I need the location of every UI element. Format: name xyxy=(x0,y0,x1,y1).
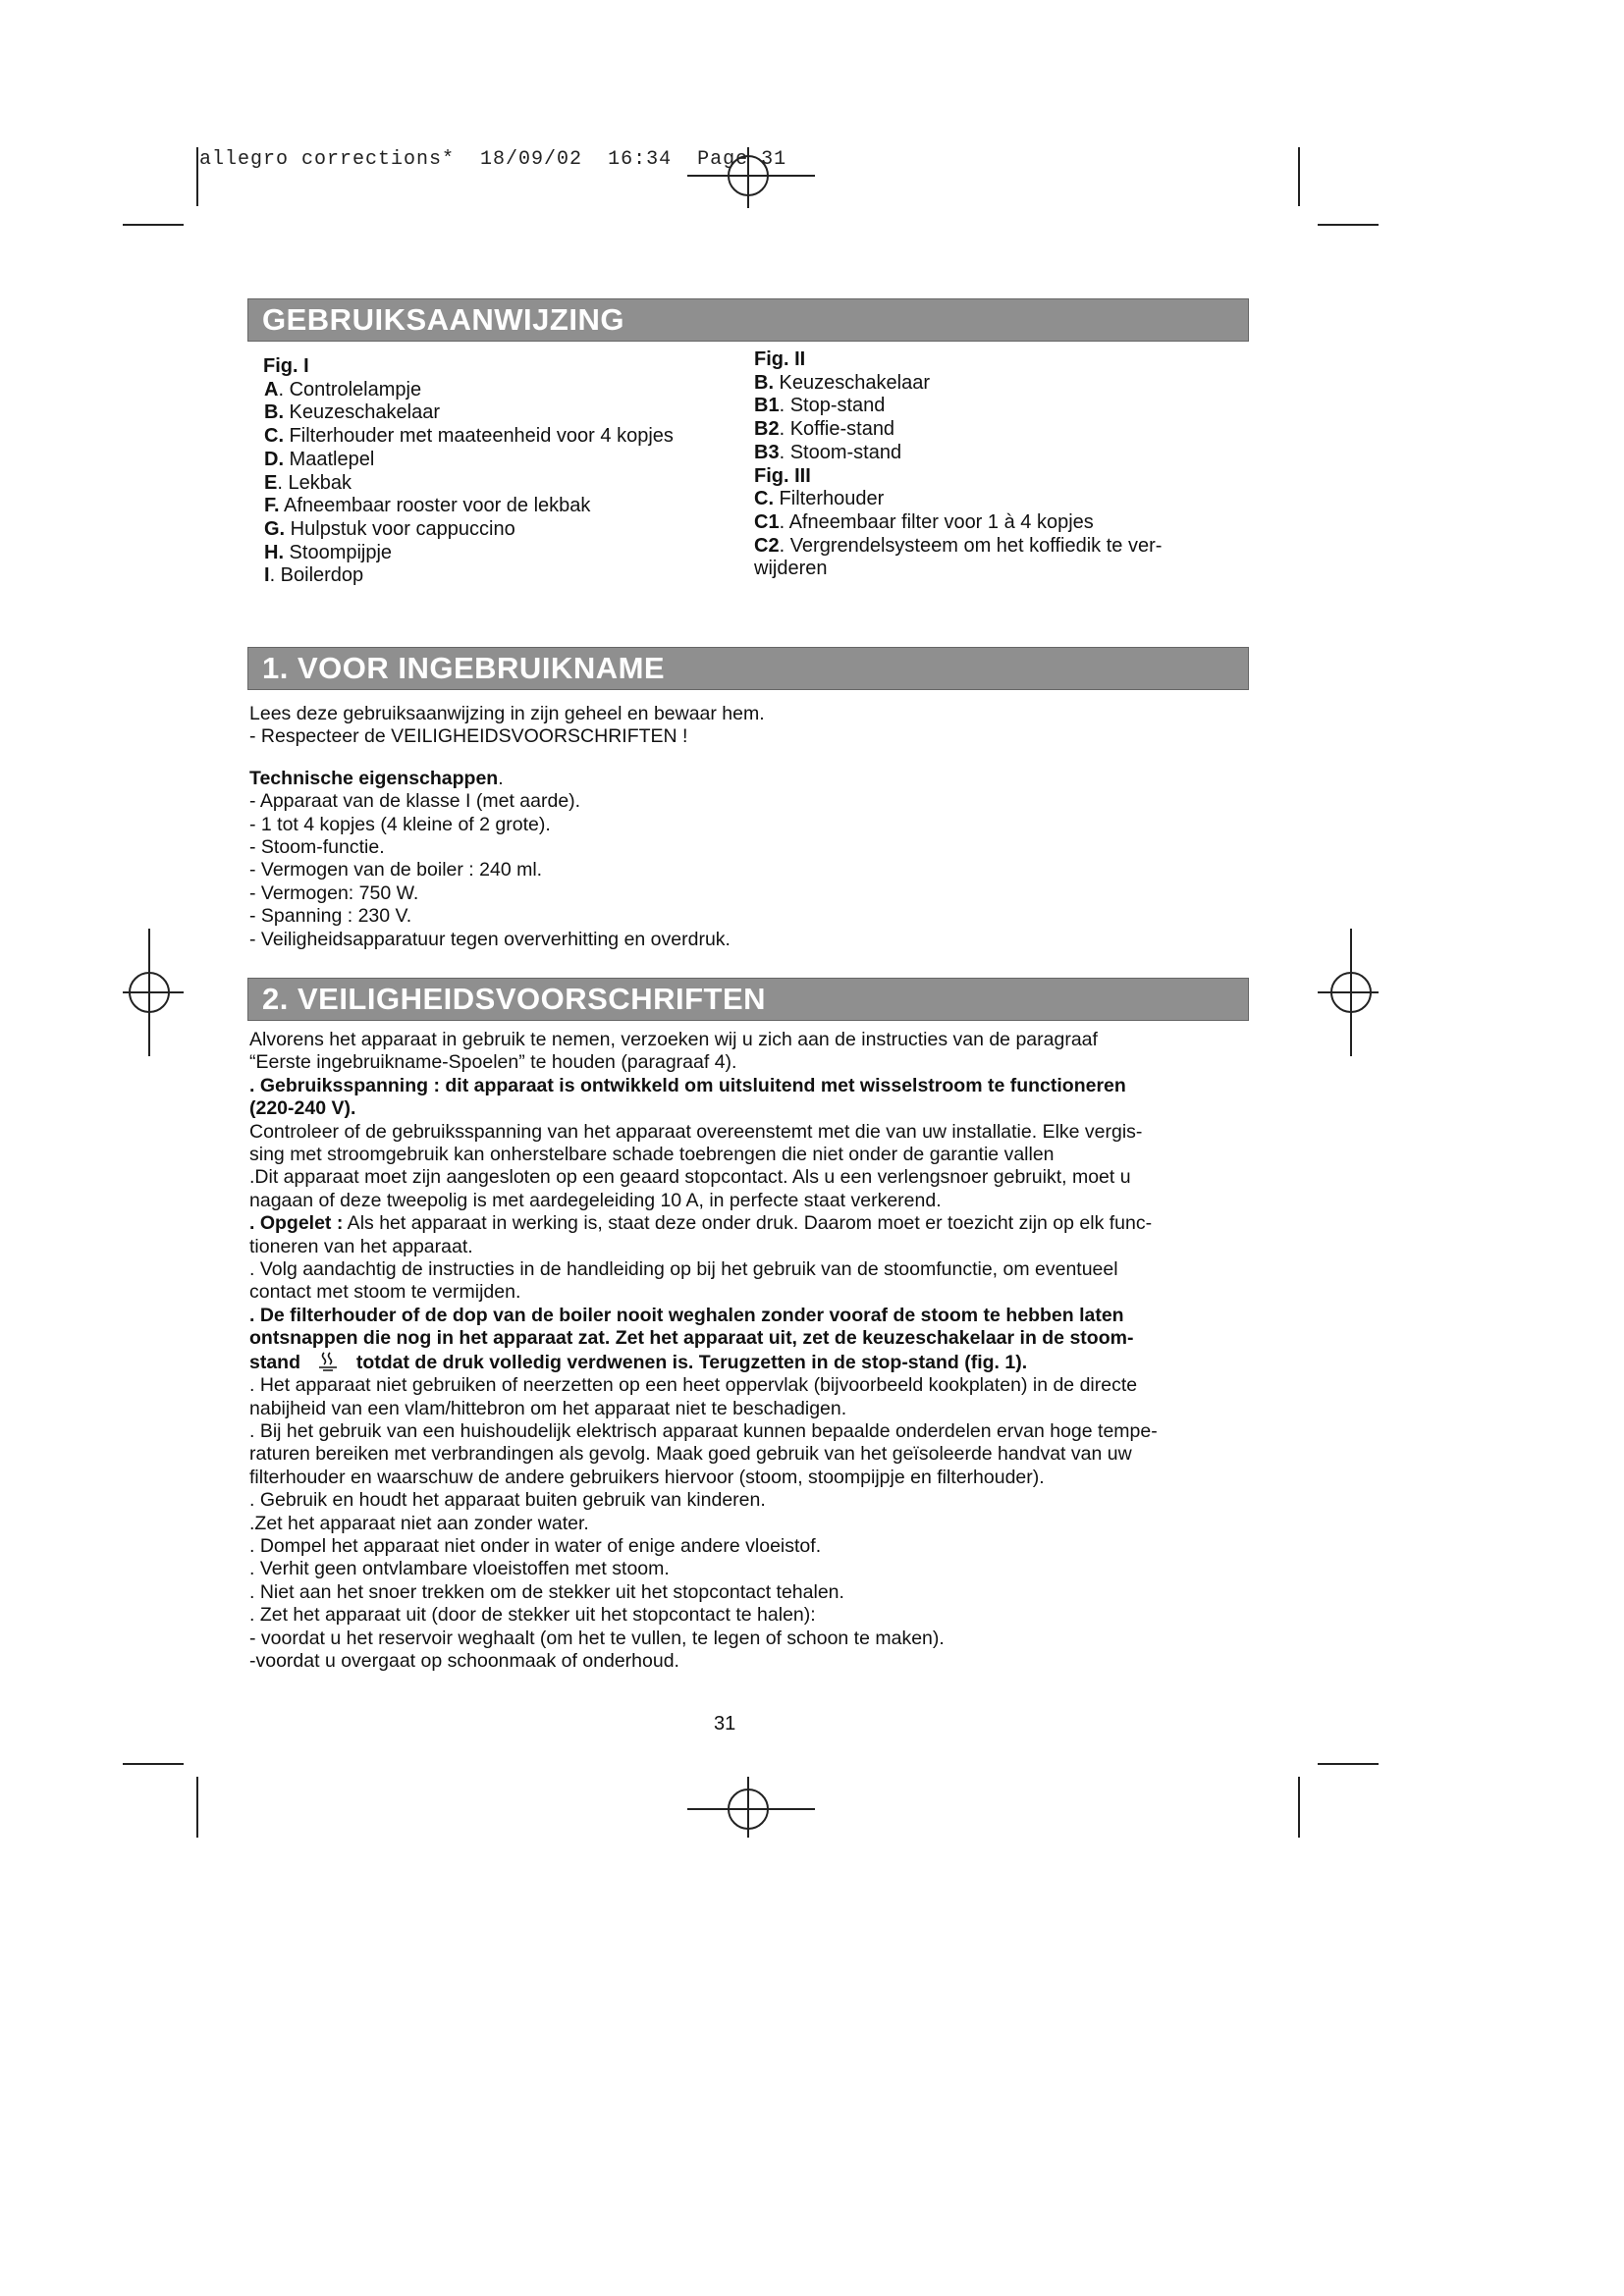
section-header-veiligheidsvoorschriften: 2. VEILIGHEIDSVOORSCHRIFTEN xyxy=(247,978,1249,1021)
voor-ingebruikname-body xyxy=(249,703,1251,951)
section-header-gebruiksaanwijzing: GEBRUIKSAANWIJZING xyxy=(247,298,1249,342)
legend-item-a: A. Controlelampje xyxy=(264,378,422,400)
page-number: 31 xyxy=(714,1713,736,1735)
fig-1-legend xyxy=(263,355,674,588)
fig-1-items xyxy=(263,379,674,588)
legend-item-i: I. Boilerdop xyxy=(264,564,364,587)
paragraph: - Respecteer de VEILIGHEIDSVOORSCHRIFTEN ! xyxy=(249,725,688,748)
registration-mark-right-icon xyxy=(1318,929,1379,1056)
fig-2-title: Fig. II xyxy=(754,348,806,370)
veiligheid-body: Alvorens het apparaat in gebruik te nemen, verzoeken wij u zich aan de instructies van de paragraaf “Eerste ingebruikname-Spoelen” te houden (paragraaf 4). . Gebruiksspanning : dit apparaat is ontwikkeld om uitsluitend met wisselstroom te functioneren (220-240 V). Controleer of de gebruiksspanning van het apparaat overeenstemt met die van uw installatie. Elke vergis- sing met stroomgebruik kan onherstelbare schade toebrengen die niet onder de garantie vallen .Dit apparaat moet zijn aangesloten op een geaard stopcontact. Als u een verlengsnoer gebruikt, moet u nagaan of deze tweepolig is met aardegeleiding 10 A, in perfecte staat verkerend. . Opgelet : Als het apparaat in werking is, staat deze onder druk. Daarom moet er toezicht zijn op elk func- tioneren van het apparaat. . Volg aandachtig de instructies in de handleiding op bij het gebruik van de stoomfunctie, om eventueel contact met stoom te vermijden. . De filterhouder of de dop van de boiler nooit weghalen zonder vooraf de stoom te hebben laten ontsnappen die nog in het apparaat zat. Zet het apparaat uit, zet de keuzeschakelaar in de stoom- stand totdat de druk volledig verdwenen is. Terugzetten in de stop-stand (fig. 1). . Het apparaat niet gebruiken of neerzetten op een heet oppervlak (bijvoorbeeld kookplaten) in de directe nabijheid van een vlam/hittebron om het apparaat niet te beschadigen. . Bij het gebruik van een huishoudelijk elektrisch apparaat kunnen bepaalde onderdelen ervan hoge tempe- raturen bereiken met verbrandingen als gevolg. Maak goed gebruik van het geïsoleerde handvat van uw filterhouder en waarschuw de andere gebruikers hiervoor (stoom, stoompijpje en filterhouder). . Gebruik en houdt het apparaat buiten gebruik van kinderen. .Zet het apparaat niet aan zonder water. . Dompel het apparaat niet onder in water of enige andere vloeistof. . Verhit geen ontvlambare vloeistoffen met stoom. . Niet aan het snoer trekken om de stekker uit het stopcontact tehalen. . Zet het apparaat uit (door de stekker uit het stopcontact te halen): - voordat u het reservoir weghaalt (om het te vullen, te legen of schoon te maken). -voordat u overgaat op schoonmaak of onderhoud. xyxy=(249,1029,1158,1672)
fig-1-title: Fig. I xyxy=(263,355,309,377)
paragraph: Lees deze gebruiksaanwijzing in zijn geheel en bewaar hem. xyxy=(249,703,765,724)
list-item: - Veiligheidsapparatuur tegen oververhitting en overdruk. xyxy=(249,928,731,950)
legend-item-c2: C2. Vergrendelsysteem om het koffiedik te ver- xyxy=(754,534,1163,557)
legend-item-f: F. Afneembaar rooster voor de lekbak xyxy=(264,495,591,517)
legend-item-b-fig2: B. Keuzeschakelaar xyxy=(754,371,930,394)
legend-item-c-fig3: C. Filterhouder xyxy=(754,488,885,510)
list-item: - Spanning : 230 V. xyxy=(249,905,412,928)
legend-item-c: C. Filterhouder met maateenheid voor 4 kopjes xyxy=(264,425,674,448)
tech-heading: Technische eigenschappen. xyxy=(249,767,504,789)
section-header-voor-ingebruikname: 1. VOOR INGEBRUIKNAME xyxy=(247,647,1249,690)
legend-item-g: G. Hulpstuk voor cappuccino xyxy=(264,517,515,540)
legend-item-c1: C1. Afneembaar filter voor 1 à 4 kopjes xyxy=(754,510,1094,533)
fig-3-title: Fig. III xyxy=(754,464,811,487)
fig-2-3-legend xyxy=(754,348,1162,581)
legend-item-b1: B1. Stop-stand xyxy=(754,395,886,417)
legend-item-b2: B2. Koffie-stand xyxy=(754,418,895,441)
legend-item-b3: B3. Stoom-stand xyxy=(754,441,902,463)
list-item: - Apparaat van de klasse I (met aarde). xyxy=(249,790,581,813)
registration-mark-top-icon xyxy=(687,147,815,208)
registration-mark-left-icon xyxy=(123,929,184,1056)
print-header: allegro corrections* 18/09/02 16:34 Page 31 xyxy=(199,148,787,171)
legend-item-d: D. Maatlepel xyxy=(264,448,375,470)
legend-item-e: E. Lekbak xyxy=(264,471,352,494)
legend-item-b: B. Keuzeschakelaar xyxy=(264,401,440,424)
registration-mark-bottom-icon xyxy=(687,1777,815,1838)
legend-item-c2-wrap: wijderen xyxy=(754,558,828,580)
list-item: - Stoom-functie. xyxy=(249,836,385,859)
list-item: - 1 tot 4 kopjes (4 kleine of 2 grote). xyxy=(249,813,551,835)
legend-item-h: H. Stoompijpje xyxy=(264,541,393,563)
list-item: - Vermogen van de boiler : 240 ml. xyxy=(249,859,543,881)
list-item: - Vermogen: 750 W. xyxy=(249,881,419,904)
steam-icon xyxy=(315,1351,341,1372)
